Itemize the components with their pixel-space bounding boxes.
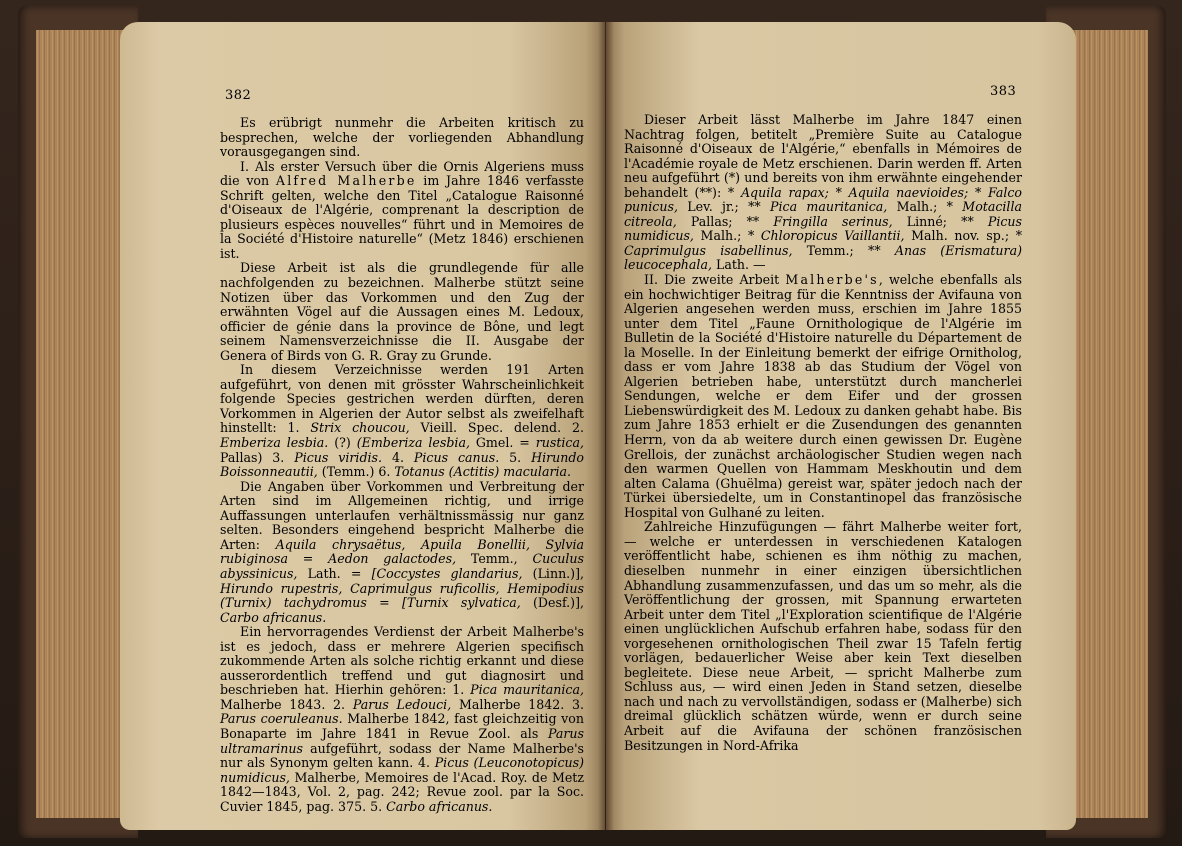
text-run: Malherbe 1842. 3.	[451, 696, 585, 712]
species-name: Motacilla citreola,	[624, 199, 1022, 229]
text-run: im Jahre 1846 verfasste Schrift gelten, welche den Titel „Catalogue Raisonné d'Oiseaux de l'Algérie, comprenant la description de plusieurs espèces nouvelles“ führt und in Memoires de la Société d'Histoire naturelle“ (Metz 1846) erschienen ist.	[220, 173, 584, 261]
text-run: aufgeführt, sodass der Name Malherbe's nur als Synonym gelten kann. 4.	[220, 740, 584, 771]
species-name: Fringilla serinus,	[773, 213, 893, 229]
author-name: Malherbe's	[785, 272, 879, 288]
species-name: Parus ultramarinus	[220, 725, 584, 756]
text-run: (Temm.) 6.	[317, 464, 395, 480]
species-name: Pica mauritanica,	[770, 199, 888, 215]
paragraph	[624, 273, 1022, 520]
text-run: Dieser Arbeit lässt Malherbe im Jahre 1847 einen Nachtrag folgen, betitelt „Première Suite au Catalogue Raisonné d'Oiseaux de l'Algérie,“ ebenfalls in Mémoires de l'Académie royale de Metz erschienen. Darin werden ff. Arten neu aufgeführt (*) und bereits von ihm erwähnte eingehender behandelt (**): *	[624, 112, 1022, 200]
text-run: Temm.; **	[792, 242, 895, 258]
text-run: 5.	[499, 449, 532, 465]
book-gutter	[598, 22, 614, 830]
text-run: Temm.,	[456, 551, 533, 567]
text-run: Linné; **	[892, 213, 988, 229]
species-name: Anas (Erismatura) leucocephala,	[624, 242, 1022, 273]
text-run: Malh. nov. sp.; *	[904, 228, 1022, 244]
species-name: Picus canus.	[413, 449, 500, 465]
species-name: Picus numidicus,	[624, 213, 1022, 244]
paragraph	[624, 113, 1022, 273]
paragraph	[220, 480, 584, 625]
paragraph: Es erübrigt nunmehr die Arbeiten kritisch zu besprechen, welche der vorliegenden Abhandlung vorausgegangen sind.	[220, 115, 584, 160]
species-name: Carbo africanus.	[386, 798, 493, 814]
text-run: Malherbe 1843. 2.	[220, 696, 353, 712]
text-run: In diesem Verzeichnisse werden 191 Arten aufgeführt, von denen mit grösster Wahrscheinlichkeit folgende Species gestrichen werden dürften, deren Vorkommen in Algerien der Autor selbst als zweifelhaft hinstellt: 1.	[220, 362, 584, 436]
text-run: Lev. jr.; **	[677, 199, 771, 215]
paragraph	[220, 363, 584, 479]
text-run: Die Angaben über Vorkommen und Verbreitung der Arten sind im Allgemeinen richtig, und irrige Auffassungen unterlaufen verhältnissmässig nur ganz selten. Besonders eingehend bespricht Malherbe die Arten:	[220, 478, 584, 552]
species-name: rustica,	[535, 435, 584, 451]
text-run: Malherbe, Memoires de l'Acad. Roy. de Metz 1842—1843, Vol. 2, pag. 242; Revue zool. par la Soc. Cuvier 1845, pag. 375. 5.	[220, 769, 584, 814]
text-run: Malh.; *	[693, 228, 761, 244]
text-run: *	[828, 184, 849, 200]
species-name: Pica mauritanica,	[470, 682, 584, 698]
text-run: II. Die zweite Arbeit	[644, 272, 786, 288]
left-page-edges	[36, 30, 126, 818]
text-run: I. Als erster Versuch über die Ornis Algeriens muss die von	[220, 158, 584, 189]
text-run: (Desf.)],	[520, 595, 584, 611]
text-run: (?)	[328, 435, 357, 451]
species-name: Emberiza lesbia.	[220, 435, 329, 451]
species-name: [Coccystes glandarius,	[371, 565, 523, 581]
species-name: Picus viridis.	[294, 449, 383, 465]
text-run: 4.	[382, 449, 414, 465]
text-run: Lath. =	[297, 565, 372, 581]
species-name: Aquila chrysaëtus, Apuila Bonellii, Sylvia rubiginosa = Aedon galactodes,	[220, 536, 584, 567]
text-run: *	[968, 184, 988, 200]
species-name: Aquila naevioides;	[848, 184, 969, 200]
text-run: (Linn.)],	[522, 565, 585, 581]
text-run: Gmel. =	[469, 435, 536, 451]
species-name: Cuculus abyssinicus,	[220, 551, 584, 581]
paragraph	[220, 625, 584, 814]
species-name: Parus coeruleanus.	[220, 711, 343, 727]
paragraph	[220, 160, 584, 262]
species-name: Picus (Leuconotopicus) numidicus,	[220, 755, 584, 785]
text-run: Pallas) 3.	[220, 449, 295, 465]
text-run: Malherbe 1842, fast gleichzeitig von Bonaparte im Jahre 1841 in Revue Zool. als	[220, 711, 584, 741]
species-name: Carbo africanus.	[220, 609, 327, 625]
text-run: Pallas; **	[676, 213, 774, 229]
text-run: Vieill. Spec. delend. 2.	[409, 420, 585, 436]
left-page-text	[220, 116, 584, 814]
species-name: Strix choucou,	[310, 420, 410, 436]
page-number-right: 383	[990, 84, 1017, 99]
text-run: Ein hervorragendes Verdienst der Arbeit Malherbe's ist es jedoch, dass er mehrere Algerien specifisch zukommende Arten als solche richtig erkannt und diese ausserordentlich treffend und gut diagnosirt und beschrieben hat. Hierhin gehören: 1.	[220, 624, 584, 698]
species-name: Falco punicus,	[624, 184, 1023, 215]
author-name: Alfred Malherbe	[275, 173, 417, 189]
species-name: (Emberiza lesbia,	[356, 435, 470, 451]
species-name: Hirundo Boissonneautii,	[220, 449, 584, 480]
right-page-text	[624, 113, 1022, 753]
paragraph: Diese Arbeit ist als die grundlegende für alle nachfolgenden zu bezeichnen. Malherbe stützt seine Notizen über das Vorkommen und den Zug der erwähnten Vögel auf die Aussagen eines M. Ledoux, officier de génie dans la province de Bône, und legt seinem Namensverzeichnisse die II. Ausgabe der Genera of Birds von G. R. Gray zu Grunde.	[220, 260, 584, 363]
text-run: Malh.; *	[887, 199, 963, 215]
page-number-left: 382	[225, 88, 252, 103]
species-name: Chloropicus Vaillantii,	[760, 228, 905, 244]
text-run: Lath. —	[711, 257, 766, 273]
paragraph: Zahlreiche Hinzufügungen — fährt Malherbe weiter fort, — welche er unterdessen in verschiedenen Katalogen veröffentlicht habe, schienen es ihm nöthig zu machen, dieselben nunmehr in einer einzigen übersichtlichen Abhandlung zusammenzufassen, und das um so mehr, als die Veröffentlichung der grossen, mit Spannung erwarteten Arbeit unter dem Titel „l'Exploration scientifique de l'Algérie einen unglücklichen Aufschub erfahren habe, sodass für den vorgesehenen ornithologischen Theil zwar 15 Tafeln fertig vorlägen, bedauerlicher Weise aber kein Text dieselben begleitete. Diese neue Arbeit, — spricht Malherbe zum Schluss aus, — wird einen Jeden in Stand setzen, dieselbe nach und nach zu vervollständigen, sodass er (Malherbe) sich dreimal glücklich schätzen würde, wenn er durch seine Arbeit auf die Avifauna der schönen französischen Besitzungen in Nord-Afrika	[624, 519, 1022, 753]
species-name: Aquila rapax;	[740, 184, 829, 200]
species-name: Caprimulgus isabellinus,	[624, 242, 793, 258]
text-run: , welche ebenfalls als ein hochwichtiger Beitrag für die Kenntniss der Avifauna von Algerien angesehen werden muss, erschien im Jahre 1855 unter dem Titel „Faune Ornithologique de l'Algérie im Bulletin de la Société d'Histoire naturelle du Département de la Moselle. In der Einleitung bemerkt der eifrige Ornitholog, dass er vom Jahre 1838 ab das Studium der Vögel von Algerien betrieben habe, unterstützt durch mancherlei Sendungen, welche er dem Eifer und der grossen Liebenswürdigkeit des M. Ledoux zu danken gehabt habe. Bis zum Jahre 1853 erhielt er die Zusendungen des genannten Herrn, von da ab weitere durch einen gewissen Dr. Eugène Grellois, der zunächst archäologischer Studien wegen nach den warmen Quellen von Hammam Meskhoutin und dem alten Calama (Ghuëlma) gereist war, später jedoch nach der Türkei übersiedelte, um in Constantinopel das französische Hospital von Gulhané zu leiten.	[624, 272, 1022, 520]
species-name: Totanus (Actitis) macularia.	[394, 464, 572, 480]
species-name: Parus Ledouci,	[352, 696, 452, 712]
species-name: Hirundo rupestris, Caprimulgus ruficollis, Hemipodius (Turnix) tachydromus = [Turnix sylvatica,	[220, 580, 584, 611]
